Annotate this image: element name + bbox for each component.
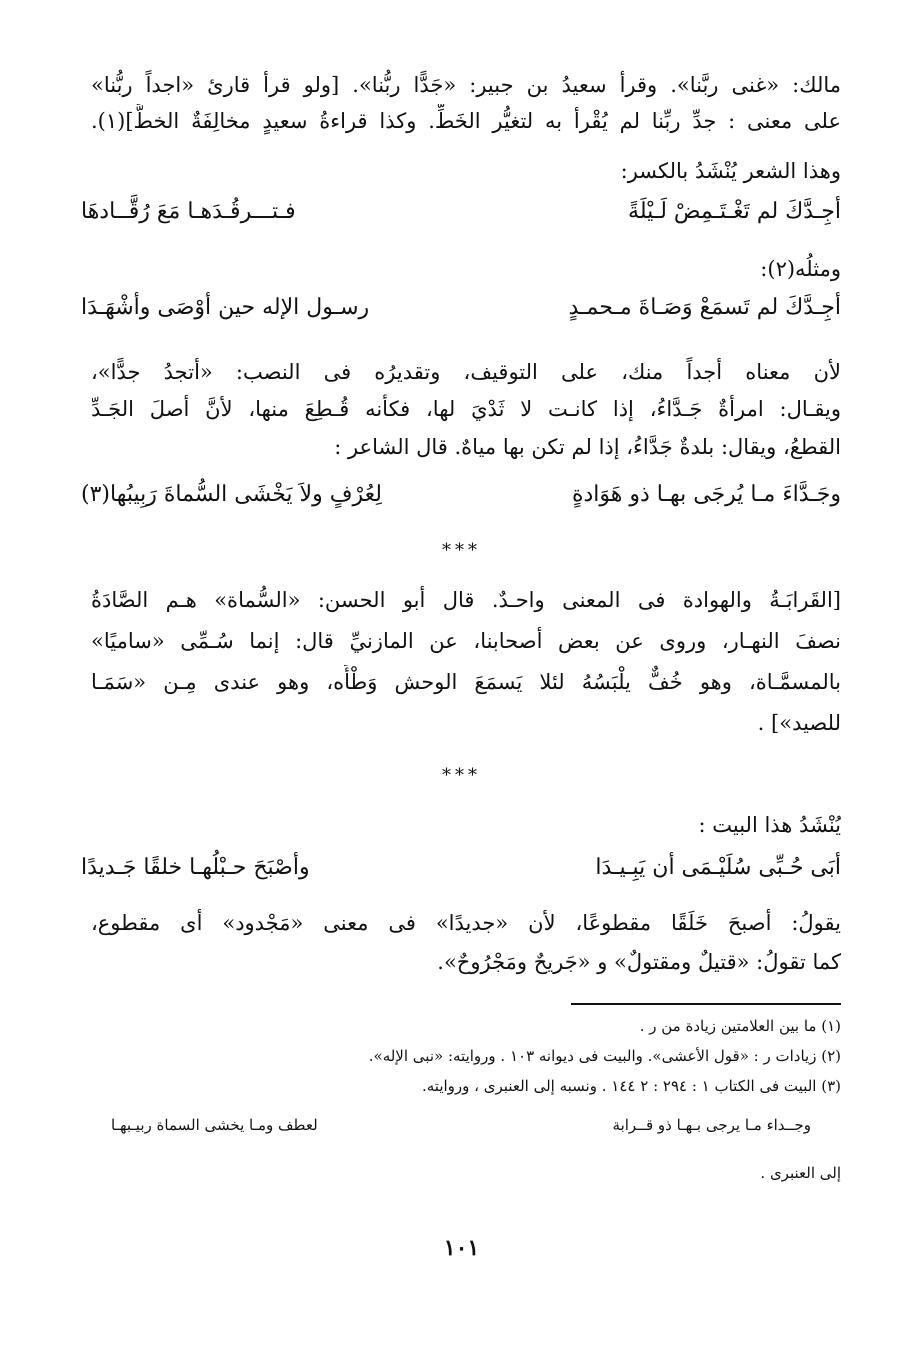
text-line: يُنْشَدُ هذا البيت : — [698, 813, 841, 837]
verse-hemistich-second: رسـول الإله حين أوْصَى وأشْهَـدَا — [81, 295, 370, 320]
text-line: لأن معناه أجداً منك، على التوقيف، وتقديرُه فى النصب: «أتجدُ جدًّا»، — [91, 360, 841, 384]
text-line: ويقـال: امرأةٌ جَـدَّاءُ، إذا كانـت لا ثَدْيَ لها، فكأنه قُـطِعَ منها، لأنَّ أصلَ الجَـدِّ — [91, 397, 841, 421]
page-number: ١٠١ — [443, 1235, 480, 1261]
footnote-verse — [111, 1112, 811, 1138]
verse-hemistich-second: فـتـــرقُـدَهـا مَعَ رُقَّــادهَا — [81, 199, 296, 224]
text-line: للصيد»] . — [757, 711, 841, 735]
footnote: (١) ما بين العلامتين زيادة من ر . — [639, 1017, 841, 1035]
text-line: على معنى : جدِّ ربِّنا لم يُقْرأ به لتغيُّر الخَطِّ. وكذا قراءةُ سعيدٍ مخالِفَةٌ الخطَّ](١). — [91, 109, 841, 133]
text-line: بالمسمَّـاة، وهو خُفٌّ يلْبَسُهُ لئلا يَسمَعَ الوحش وَطْأَه، وهو عندى مِـن «سَمَـا — [91, 670, 841, 694]
verse-line — [81, 850, 841, 886]
text-line: القطعُ، ويقال: بلدةٌ جَدَّاءُ، إذا لم تكن بها مياهٌ. قال الشاعر : — [334, 435, 841, 459]
section-separator: *** — [442, 540, 481, 561]
text-line: وهذا الشعر يُنْشَدُ بالكسر: — [620, 159, 841, 183]
verse-hemistich-first: وجــداء مـا يرجى بـهـا ذو قــرابة — [612, 1116, 811, 1134]
verse-line — [81, 194, 841, 230]
verse-hemistich-first: أجِـدَّكَ لم تَسمَعْ وَصَـاةَ مـحمـدٍ — [568, 295, 841, 320]
text-line: ومثلُه(٢): — [760, 257, 841, 281]
text-line: يقولُ: أصبحَ خَلَقًا مقطوعًا، لأن «جديدًا» فى معنى «مَجْدود» أى مقطوع، — [91, 911, 841, 935]
verse-hemistich-second: وأصْبَحَ حـبْلُهـا خلقًا جَـديدًا — [81, 855, 310, 880]
verse-line — [81, 477, 841, 513]
verse-hemistich-first: أبَى حُـبِّى سُلَيْـمَى أن يَبِـيـدَا — [595, 855, 841, 880]
footnote: (٣) البيت فى الكتاب ١ : ٢٩٤ : ٢ ١٤٤ . ونسبه إلى العنبرى ، وروايته. — [422, 1077, 841, 1095]
verse-hemistich-first: أجِـدَّكَ لم تَغْـتَـمِضْ لَـيْلَةً — [628, 199, 841, 224]
text-line: نصفَ النهـار، وروى عن بعض أصحابنا، عن المازنيِّ قال: إنما سُـمِّى «ساميًا» — [91, 629, 841, 653]
verse-hemistich-second: لِعُرْفٍ ولاَ يَخْشَى السُّماةَ رَبِيبُها(٣) — [81, 482, 382, 507]
verse-line — [81, 290, 841, 326]
text-line: كما تقولُ: «قتيلٌ ومقتولٌ» و «جَريحٌ ومَجْرُوحٌ». — [437, 950, 841, 974]
text-line: مالك: «غنى ربَّنا». وقرأ سعيدُ بن جبير: «جَدًّا ربُّنا». [ولو قرأ قارئ «اجداً ربُّنا» — [91, 73, 841, 97]
text-line: [القَرابَـةُ والهوادة فى المعنى واحـدٌ. قال أبو الحسن: «السُّماة» هـم الصَّادَةُ — [91, 588, 841, 612]
footnote-rule — [571, 1003, 841, 1005]
section-separator: *** — [442, 765, 481, 786]
footnote: (٢) زيادات ر : «قول الأعشى». والبيت فى ديوانه ١٠٣ . وروايته: «نبى الإله». — [368, 1047, 841, 1065]
verse-hemistich-first: وجَـدَّاءَ مـا يُرجَى بهـا ذو هَوَادةٍ — [571, 482, 841, 507]
footnote: إلى العنبرى . — [760, 1164, 841, 1182]
verse-hemistich-second: لعطف ومـا يخشى السماة ربيـبهـا — [111, 1116, 318, 1134]
